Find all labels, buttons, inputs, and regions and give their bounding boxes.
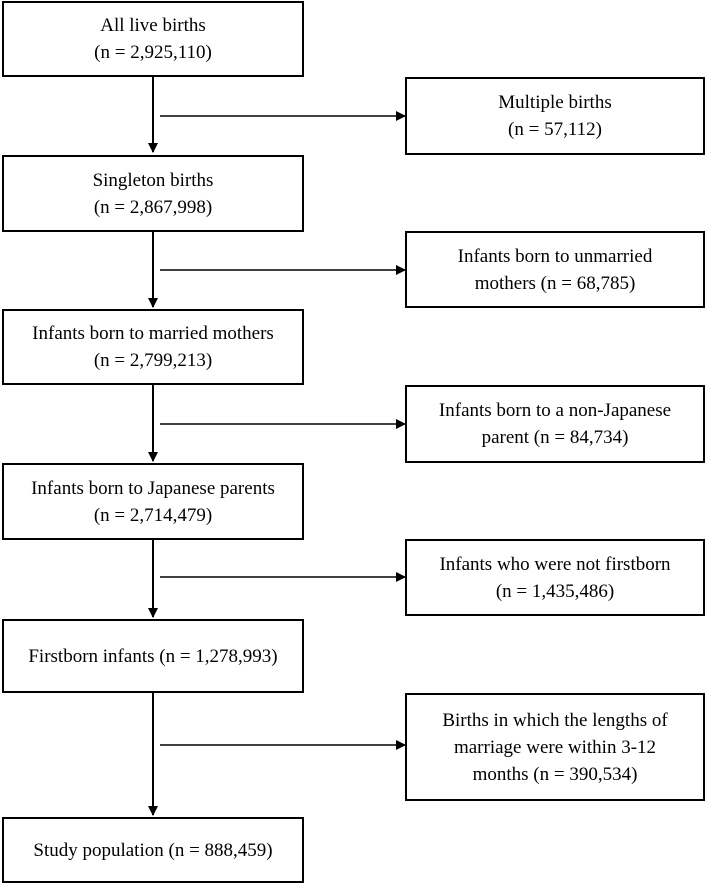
box-line: (n = 2,799,213) [93, 350, 213, 371]
box-line: (n = 1,435,486) [495, 580, 615, 602]
box-excl-non-japanese-parent [405, 385, 705, 463]
box-line: Infants born to Japanese parents [31, 477, 275, 499]
box-line: months (n = 390,534) [472, 763, 638, 785]
box-excl-multiple-births [405, 77, 705, 155]
box-excl-not-firstborn [405, 539, 705, 616]
box-excl-unmarried-mothers [405, 231, 705, 308]
box-line: mothers (n = 68,785) [474, 272, 636, 294]
box-line: parent (n = 84,734) [481, 427, 629, 448]
box-line: (n = 2,714,479) [93, 504, 213, 526]
box-married-mothers [2, 309, 304, 385]
box-all-live-births [2, 1, 304, 77]
box-line: Infants born to a non-Japanese [438, 400, 672, 421]
box-line: Multiple births [498, 92, 612, 113]
box-line: (n = 2,925,110) [94, 42, 212, 63]
box-line: Singleton births [92, 169, 214, 191]
box-line: Infants who were not firstborn [439, 553, 671, 575]
box-line: marriage were within 3-12 [453, 736, 657, 758]
box-line: Births in which the lengths of [442, 709, 668, 731]
box-line: Study population (n = 888,459) [33, 839, 273, 861]
box-excl-marriage-length [405, 693, 705, 801]
box-line: (n = 57,112) [508, 119, 602, 140]
box-line: Infants born to unmarried [457, 245, 653, 267]
box-japanese-parents [2, 463, 304, 540]
box-firstborn-infants [2, 619, 304, 693]
box-line: All live births [100, 15, 206, 36]
box-line: Firstborn infants (n = 1,278,993) [28, 645, 278, 667]
box-study-population [2, 817, 304, 883]
box-line: Infants born to married mothers [32, 323, 274, 344]
box-line: (n = 2,867,998) [93, 196, 213, 218]
box-singleton-births [2, 155, 304, 232]
